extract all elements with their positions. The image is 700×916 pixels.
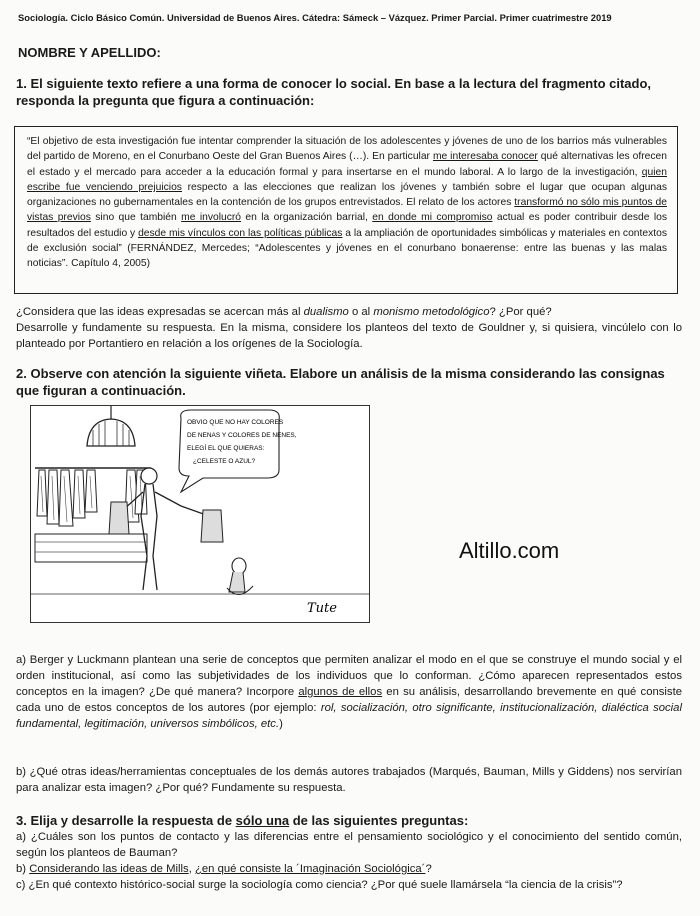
prompt-instructions: Desarrolle y fundamente su respuesta. En la misma, considere los planteos del texto de Gouldner y, si quisiera, vincúlelo con lo planteado por Portantiero en relación a los orígenes de la Sociología. — [16, 322, 682, 350]
quote-text — [27, 134, 667, 272]
q2a-text: a) Berger y Luckmann plantean una serie de conceptos que permiten analizar el modo en el que se construye el mundo social y el orden institucional, así como las subjetividades de los individuos que lo conforman. ¿Cómo aparecen representados estos conceptos en la imagen? ¿De qué manera? Incorpore — [16, 654, 682, 698]
question-2a — [16, 652, 682, 732]
term-dualismo: dualismo — [303, 306, 349, 318]
q3-title-text: 3. Elija y desarrolle la respuesta de — [16, 813, 236, 828]
exam-header: Sociología. Ciclo Básico Común. Universidad de Buenos Aires. Cátedra: Sámeck – Vázquez. Primer Parcial. Primer cuatrimestre 2019 — [18, 12, 612, 23]
quote-underlined: desde mis vínculos con las políticas públicas — [138, 227, 343, 239]
name-field-label: NOMBRE Y APELLIDO: — [18, 45, 161, 60]
cartoon-signature: Tute — [307, 601, 337, 616]
quote-segment: qué alternativas les ofrecen el estado y el mercado para acceder a la educación formal y para insertarse en el mundo laboral. A lo largo de la investigación, — [27, 151, 667, 178]
question-1-title: 1. El siguiente texto refiere a una forma de conocer lo social. En base a la lectura del fragmento citado, responda la pregunta que figura a continuación: — [16, 76, 652, 108]
question-2-title: 2. Observe con atención la siguiente viñeta. Elabore un análisis de la misma considerando las consignas que figuran a continuación. — [16, 366, 665, 398]
q3-title-text: de las siguientes preguntas: — [289, 813, 469, 828]
q3-title-underlined: sólo una — [235, 813, 290, 828]
quote-underlined: quien escribe fue venciendo prejuicios — [27, 166, 667, 193]
cartoon-illustration — [30, 405, 370, 623]
quote-segment: en la organización barrial, — [241, 212, 373, 224]
question-3-options — [16, 829, 682, 893]
q3b-text: ? — [425, 863, 432, 875]
quote-segment: respecto a las elecciones que realizan los jóvenes y también sobre el lugar que ocupan algunas organizaciones no gubernamentales en la contención de los grupos entrevistados. El relato de los actores — [27, 181, 668, 209]
term-monismo: monismo metodológico — [373, 306, 490, 318]
question-1-prompt — [16, 304, 682, 352]
prompt-text: ¿Considera que las ideas expresadas se acercan más al — [16, 306, 304, 318]
quote-underlined: me involucró — [181, 212, 242, 224]
prompt-text: o al — [348, 306, 374, 318]
q2a-examples: rol, socialización, otro significante, institucionalización, dialéctica social fundamental, legitimación, universos simbólicos, etc. — [16, 702, 682, 730]
quote-segment: “El objetivo de esta investigación fue intentar comprender la situación de los adolescentes y jóvenes de uno de los barrios más vulnerables del partido de Moreno, en el Conurbano Oeste del Gran Buenos Aires (…). En particular — [27, 136, 667, 163]
bubble-line-1: OBVIO QUE NO HAY COLORES — [187, 419, 284, 426]
question-2b — [16, 764, 682, 796]
quote-segment: actual es poder contribuir desde los resultados del estudio y — [27, 212, 668, 239]
quote-box — [14, 126, 678, 294]
q3b-text: b) — [16, 863, 30, 875]
quote-segment: a la ampliación de oportunidades simbólicas y materiales en contextos de exclusión social” (FERNÁNDEZ, Mercedes; “Adolescentes y jóvenes en el conurbano bonaerense: entre las buenas y las malas noticias”. Capítulo 4, 2005) — [27, 227, 667, 270]
q3b-underlined: Considerando las ideas de Mills — [29, 863, 189, 875]
q3-option-b — [16, 861, 682, 877]
quote-segment: sino que también — [90, 212, 182, 224]
question-3-title — [16, 812, 680, 829]
bubble-line-4: ¿CELESTE O AZUL? — [193, 458, 256, 465]
q3-option-c: c) ¿En qué contexto histórico-social surge la sociología como ciencia? ¿Por qué suele llamársela “la ciencia de la crisis”? — [16, 879, 623, 891]
cartoon-drawing — [31, 406, 370, 623]
bubble-line-3: ELEGÍ EL QUE QUIERAS: — [187, 445, 265, 452]
q3-option-a: a) ¿Cuáles son los puntos de contacto y las diferencias entre el pensamiento sociológico y el conocimiento del sentido común, según los planteos de Bauman? — [16, 831, 682, 859]
quote-underlined: transformó no sólo mis puntos de vistas previos — [27, 197, 667, 224]
q2a-underlined: algunos de ellos — [298, 686, 383, 698]
watermark-altillo: Altillo.com — [459, 538, 560, 563]
q3b-text: , — [188, 863, 195, 875]
q3b-underlined: ¿en qué consiste la ´Imaginación Sociológica´ — [194, 863, 426, 875]
quote-underlined: me interesaba conocer — [432, 151, 538, 163]
q2b-text: b) ¿Qué otras ideas/herramientas conceptuales de los demás autores trabajados (Marqués, Bauman, Mills y Giddens) nos servirían para analizar esta imagen? ¿Por qué? Fundamente su respuesta. — [16, 766, 682, 794]
quote-underlined: en donde mi compromiso — [372, 212, 493, 224]
q2a-text: en su análisis, desarrollando brevemente en qué consiste cada uno de estos conceptos de los autores (por ejemplo: — [16, 686, 682, 714]
q2a-text: ) — [279, 718, 283, 730]
prompt-text: ? ¿Por qué? — [489, 306, 552, 318]
bubble-line-2: DE NENAS Y COLORES DE NENES, — [187, 432, 297, 439]
